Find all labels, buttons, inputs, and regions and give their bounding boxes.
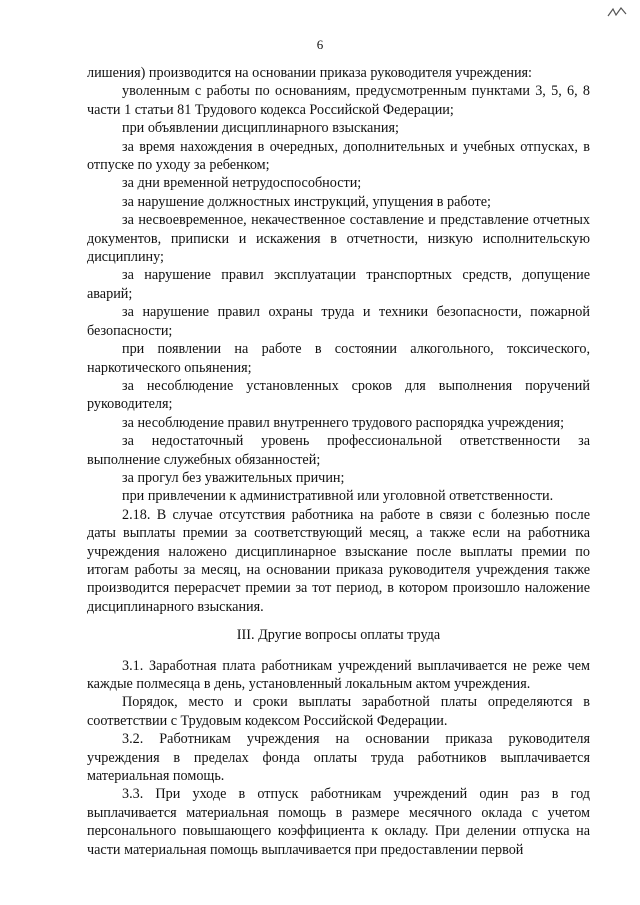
- paragraph: лишения) производится на основании приказа руководителя учреждения:: [87, 65, 532, 81]
- clause-2-18: 2.18. В случае отсутствия работника на работе в связи с болезнью после даты выплаты премии за соответствующий месяц, а также если на работника учреждения наложено дисциплинарное взыскание после выплаты премии по итогам работы за месяц, на основании приказа руководителя учреждения также производится перерасчет премии за тот период, в котором произошло наложение дисциплинарного взыскания.: [87, 506, 590, 615]
- list-item: за несвоевременное, некачественное составление и представление отчетных документов, приписки и искажения в отчетности, низкую исполнительскую дисциплину;: [87, 212, 590, 266]
- list-item: за нарушение должностных инструкций, упущения в работе;: [122, 193, 491, 210]
- list-item: уволенным с работы по основаниям, предусмотренным пунктами 3, 5, 6, 8 части 1 статьи 81 Трудового кодекса Российской Федерации;: [87, 83, 590, 118]
- list-item: за нарушение правил эксплуатации транспортных средств, допущение аварий;: [87, 267, 590, 302]
- page-number: 6: [316, 37, 324, 52]
- clause-3-1: 3.1. Заработная плата работникам учреждений выплачивается не реже чем каждые полмесяца в день, установленный локальным актом учреждения.: [87, 657, 590, 692]
- list-item: за несоблюдение правил внутреннего трудового распорядка учреждения;: [122, 414, 565, 431]
- section-heading: III. Другие вопросы оплаты труда: [236, 627, 441, 644]
- list-item: при объявлении дисциплинарного взыскания;: [122, 120, 399, 137]
- corner-scribble-mark: [606, 6, 628, 20]
- list-item: за нарушение правил охраны труда и техники безопасности, пожарной безопасности;: [87, 304, 590, 339]
- list-item: за прогул без уважительных причин;: [122, 469, 345, 486]
- document-body: [87, 64, 590, 859]
- list-item: при привлечении к административной или уголовной ответственности.: [122, 488, 554, 505]
- list-item: за время нахождения в очередных, дополнительных и учебных отпусках, в отпуске по уходу за ребенком;: [87, 138, 590, 174]
- paragraph: Порядок, место и сроки выплаты заработной платы определяются в соответствии с Трудовым кодексом Российской Федерации.: [87, 694, 590, 729]
- clause-3-2: 3.2. Работникам учреждения на основании приказа руководителя учреждения в пределах фонда оплаты труда работников выплачивается материальная помощь.: [87, 731, 590, 785]
- clause-3-3: 3.3. При уходе в отпуск работникам учреждений один раз в год выплачивается материальная помощь в размере месячного оклада с учетом персонального повышающего коэффициента к окладу. При делении отпуска на части материальная помощь выплачивается при предоставлении первой: [87, 786, 590, 858]
- list-item: за дни временной нетрудоспособности;: [122, 175, 362, 192]
- list-item: за недостаточный уровень профессиональной ответственности за выполнение служебных обязанностей;: [87, 433, 590, 468]
- list-item: за несоблюдение установленных сроков для выполнения поручений руководителя;: [87, 377, 590, 413]
- list-item: при появлении на работе в состоянии алкогольного, токсического, наркотического опьянения;: [87, 341, 590, 376]
